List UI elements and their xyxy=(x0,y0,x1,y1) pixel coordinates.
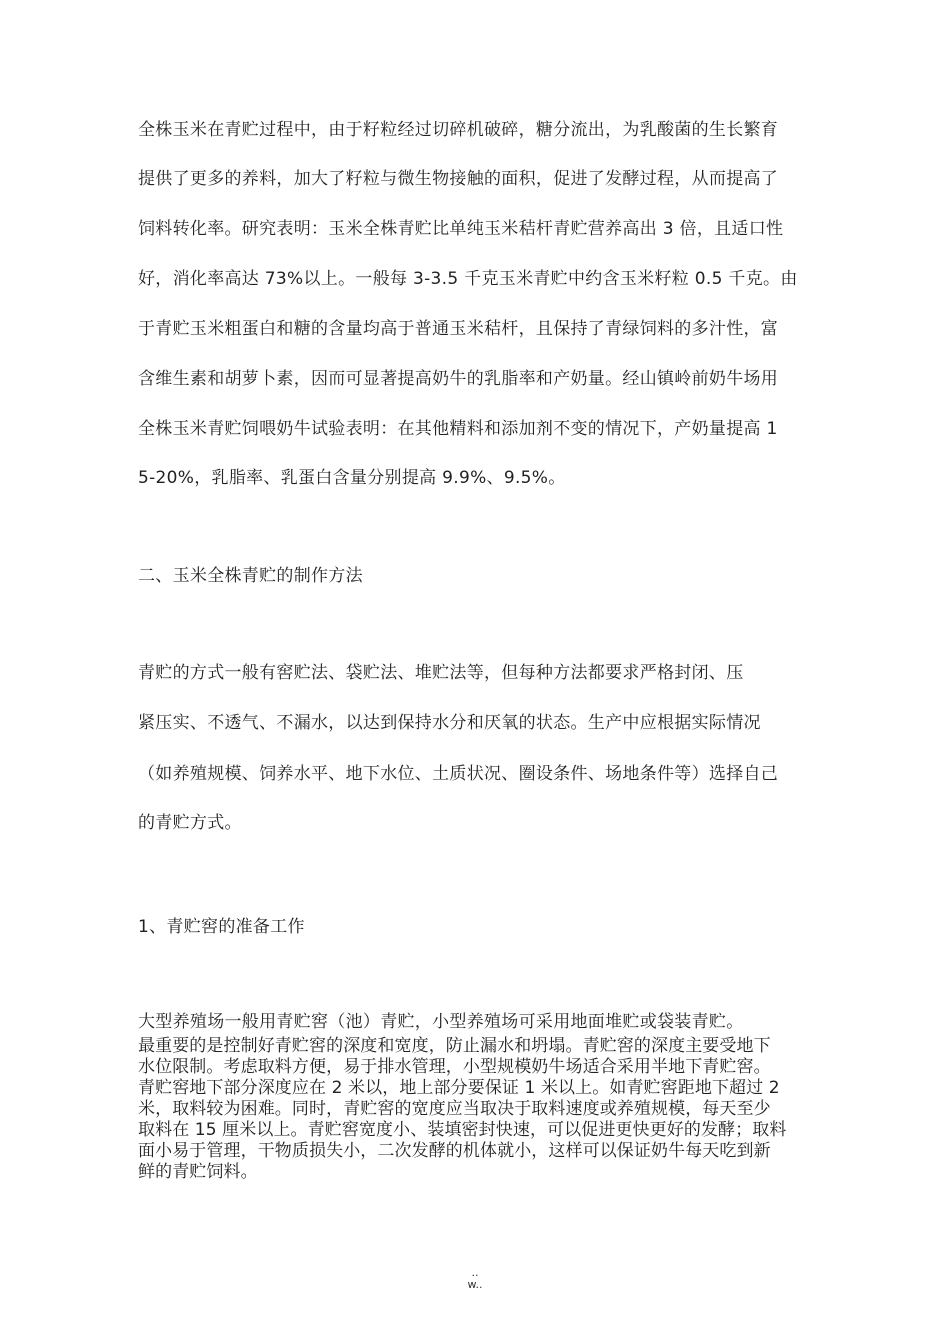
text-line: 水位限制。考虑取料方便，易于排水管理，小型规模奶牛场适合采用半地下青贮窖。 xyxy=(138,1057,771,1077)
text-line: 好，消化率高达 73%以上。一般每 3-3.5 千克玉米青贮中约含玉米籽粒 0.5 千克。由 xyxy=(138,269,798,289)
section-heading-method: 二、玉米全株青贮的制作方法 xyxy=(138,566,363,586)
text-line: 面小易于管理，干物质损失小，二次发酵的机体就小，这样可以保证奶牛每天吃到新 xyxy=(138,1141,771,1161)
text-line: 鲜的青贮饲料。 xyxy=(138,1162,258,1182)
text-line: 5-20%，乳脂率、乳蛋白含量分别提高 9.9%、9.5%。 xyxy=(138,468,566,488)
text-line: 米，取料较为困难。同时，青贮窖的宽度应当取决于取料速度或养殖规模，每天至少 xyxy=(138,1099,771,1119)
text-line: 紧压实、不透气、不漏水，以达到保持水分和厌氧的状态。生产中应根据实际情况 xyxy=(138,713,761,733)
text-line: 提供了更多的养料，加大了籽粒与微生物接触的面积，促进了发酵过程，从而提高了 xyxy=(138,169,779,189)
text-line: 于青贮玉米粗蛋白和糖的含量均高于普通玉米秸杆，且保持了青绿饲料的多汁性，富 xyxy=(138,319,779,339)
text-line: 最重要的是控制好青贮窖的深度和宽度，防止漏水和坍塌。青贮窖的深度主要受地下 xyxy=(138,1036,771,1056)
footer-dots: .. xyxy=(471,1266,479,1279)
text-line: 的青贮方式。 xyxy=(138,813,242,833)
text-line: 取料在 15 厘米以上。青贮窖宽度小、装填密封快速，可以促进更快更好的发酵；取料 xyxy=(138,1120,787,1140)
text-line: 全株玉米在青贮过程中，由于籽粒经过切碎机破碎，糖分流出，为乳酸菌的生长繁育 xyxy=(138,120,779,140)
subsection-heading-silo-prep: 1、青贮窖的准备工作 xyxy=(138,917,305,937)
text-line: 青贮窖地下部分深度应在 2 米以，地上部分要保证 1 米以上。如青贮窖距地下超过 2 xyxy=(138,1078,780,1098)
paragraph-silo-types: 大型养殖场一般用青贮窖（池）青贮，小型养殖场可采用地面堆贮或袋装青贮。 xyxy=(138,1012,744,1032)
text-line: （如养殖规模、饲养水平、地下水位、土质状况、圈设条件、场地条件等）选择自己 xyxy=(138,764,779,784)
text-line: 全株玉米青贮饲喂奶牛试验表明：在其他精料和添加剂不变的情况下，产奶量提高 1 xyxy=(138,419,778,439)
text-line: 含维生素和胡萝卜素，因而可显著提高奶牛的乳脂率和产奶量。经山镇岭前奶牛场用 xyxy=(138,369,779,389)
paragraph-silo-dimensions xyxy=(138,1036,828,1183)
footer-mark: w.. xyxy=(467,1278,483,1291)
text-line: 饲料转化率。研究表明：玉米全株青贮比单纯玉米秸杆青贮营养高出 3 倍，且适口性 xyxy=(138,219,784,239)
text-line: 青贮的方式一般有窖贮法、袋贮法、堆贮法等，但每种方法都要求严格封闭、压 xyxy=(138,663,744,683)
